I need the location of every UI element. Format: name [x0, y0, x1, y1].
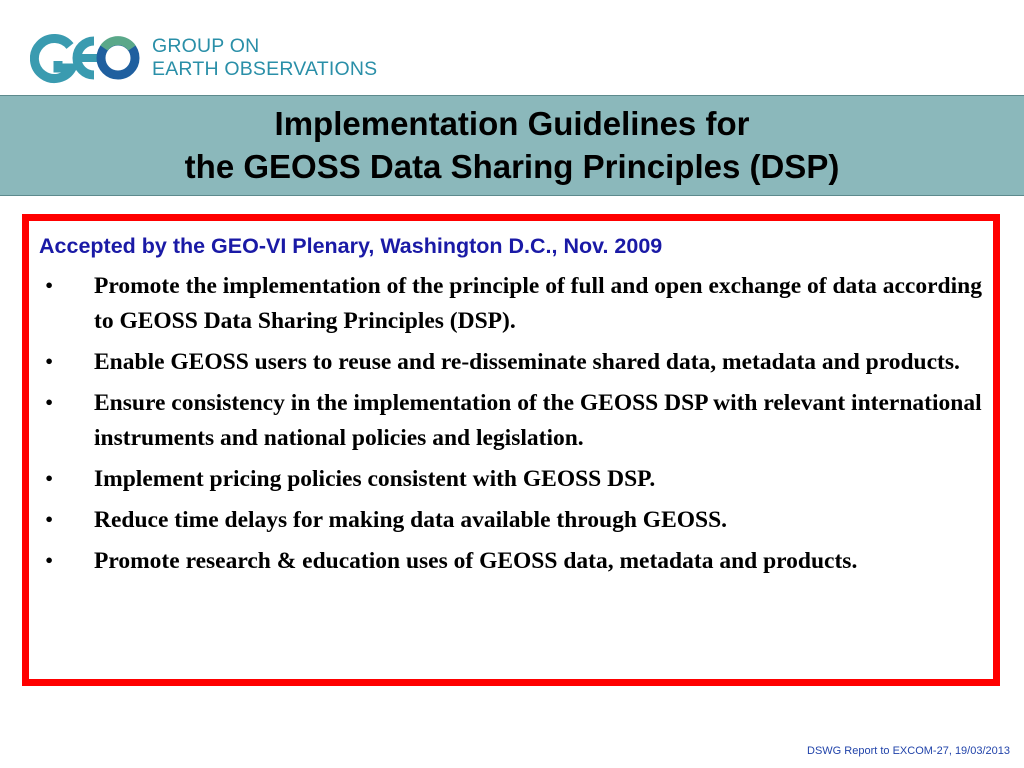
- bullet-item: [39, 345, 987, 380]
- title-line2: the GEOSS Data Sharing Principles (DSP): [184, 148, 840, 185]
- title-line1: Implementation Guidelines for: [274, 105, 750, 142]
- content-box: [22, 214, 1000, 686]
- bullet-item: [39, 269, 987, 339]
- bullet-item: [39, 462, 987, 497]
- bullet-marker: •: [45, 507, 54, 533]
- footer-note: DSWG Report to EXCOM-27, 19/03/2013: [807, 745, 1010, 757]
- bullet-text: Enable GEOSS users to reuse and re-disseminate shared data, metadata and products.: [94, 349, 960, 375]
- bullet-item: [39, 503, 987, 538]
- bullet-item: [39, 386, 987, 456]
- bullet-text: Promote research & education uses of GEOSS data, metadata and products.: [94, 548, 858, 574]
- bullet-list: [39, 269, 987, 585]
- geo-logo: [30, 32, 142, 84]
- bullet-marker: •: [45, 466, 54, 492]
- bullet-marker: •: [45, 349, 54, 375]
- org-name-line2: EARTH OBSERVATIONS: [152, 58, 378, 80]
- bullet-marker: •: [45, 548, 54, 574]
- org-name: [152, 35, 377, 81]
- bullet-item: [39, 544, 987, 579]
- bullet-text: Ensure consistency in the implementation of the GEOSS DSP with relevant international instruments and national policies and legislation.: [94, 390, 982, 451]
- slide-title: [0, 102, 1024, 188]
- content-subtitle: Accepted by the GEO-VI Plenary, Washington D.C., Nov. 2009: [39, 234, 663, 258]
- bullet-marker: •: [45, 273, 54, 299]
- org-name-line1: GROUP ON: [152, 35, 260, 57]
- bullet-text: Promote the implementation of the principle of full and open exchange of data according to GEOSS Data Sharing Principles (DSP).: [94, 273, 982, 334]
- bullet-marker: •: [45, 390, 54, 416]
- title-band: [0, 95, 1024, 196]
- bullet-text: Reduce time delays for making data available through GEOSS.: [94, 507, 728, 533]
- slide-header: [0, 0, 1024, 94]
- bullet-text: Implement pricing policies consistent with GEOSS DSP.: [94, 466, 656, 492]
